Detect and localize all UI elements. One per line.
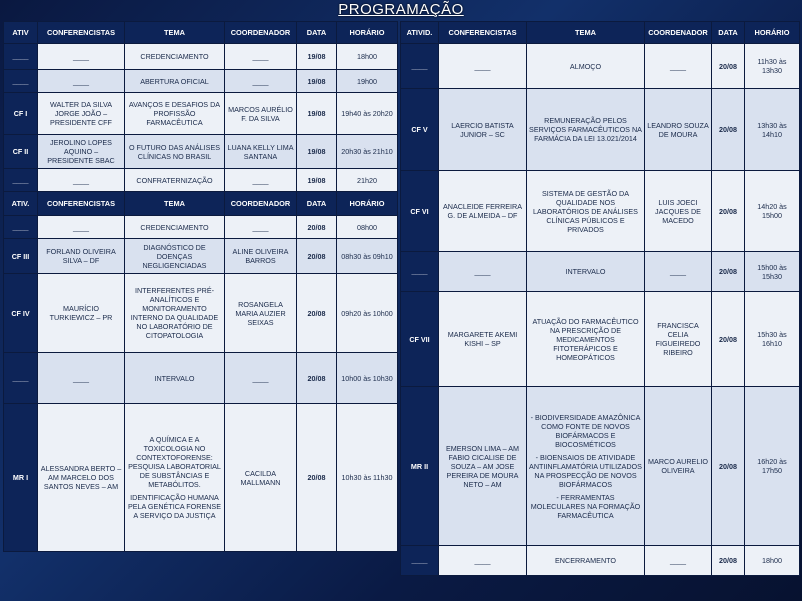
header-speakers-cell: CONFERENCISTAS — [439, 22, 527, 44]
coordinator-cell: ____ — [225, 353, 297, 404]
activity-cell: MR II — [401, 387, 439, 546]
theme-cell: INTERVALO — [125, 353, 225, 404]
date-cell: 20/08 — [297, 274, 337, 353]
time-cell: 14h20 às 15h00 — [745, 171, 800, 252]
time-cell: 20h30 às 21h10 — [337, 135, 398, 169]
header-time-cell: HORÁRIO — [337, 192, 398, 216]
header-theme-cell: TEMA — [527, 22, 645, 44]
theme-cell — [527, 387, 645, 546]
time-cell: 08h00 — [337, 216, 398, 239]
table-row — [4, 239, 398, 274]
header-date-cell: DATA — [712, 22, 745, 44]
activity-cell: ____ — [4, 169, 38, 192]
time-cell: 19h40 às 20h20 — [337, 93, 398, 135]
speakers-cell: ____ — [38, 44, 125, 70]
theme-line: - BIOENSAIOS DE ATIVIDADE ANTIINFLAMATÓRIA UTILIZADOS NA PROSPECÇÃO DE NOVOS BIOFÁRMACOS — [529, 452, 642, 489]
header-coordinator-cell: COORDENADOR — [225, 192, 297, 216]
date-cell: 19/08 — [297, 70, 337, 93]
speakers-cell: MARGARETE AKEMI KISHI – SP — [439, 292, 527, 387]
theme-cell: O FUTURO DAS ANÁLISES CLÍNICAS NO BRASIL — [125, 135, 225, 169]
header-time-cell: HORÁRIO — [337, 22, 398, 44]
coordinator-cell: FRANCISCA CELIA FIGUEIREDO RIBEIRO — [645, 292, 712, 387]
speakers-cell: WALTER DA SILVA JORGE JOÃO – PRESIDENTE CFF — [38, 93, 125, 135]
header-date-cell: DATA — [297, 22, 337, 44]
speakers-cell: ANACLEIDE FERREIRA G. DE ALMEIDA – DF — [439, 171, 527, 252]
schedule-table-left — [3, 21, 398, 552]
date-cell: 20/08 — [712, 292, 745, 387]
theme-cell: ENCERRAMENTO — [527, 546, 645, 576]
speakers-cell: ____ — [38, 169, 125, 192]
theme-cell: CREDENCIAMENTO — [125, 216, 225, 239]
table-row — [401, 387, 800, 546]
theme-line: - FERRAMENTAS MOLECULARES NA FORMAÇÃO FARMACÊUTICA — [530, 492, 641, 520]
speakers-cell: EMERSON LIMA – AM FABIO CICALISE DE SOUZA – AM JOSE PEREIRA DE MOURA NETO – AM — [439, 387, 527, 546]
theme-cell: CREDENCIAMENTO — [125, 44, 225, 70]
theme-cell: CONFRATERNIZAÇÃO — [125, 169, 225, 192]
theme-cell: DIAGNÓSTICO DE DOENÇAS NEGLIGENCIADAS — [125, 239, 225, 274]
activity-cell: ____ — [4, 216, 38, 239]
table-row — [401, 252, 800, 292]
time-cell: 15h30 às 16h10 — [745, 292, 800, 387]
table-row — [401, 546, 800, 576]
activity-cell: CF I — [4, 93, 38, 135]
time-cell: 10h30 às 11h30 — [337, 404, 398, 552]
speakers-cell: ____ — [38, 216, 125, 239]
coordinator-cell: ROSANGELA MARIA AUZIER SEIXAS — [225, 274, 297, 353]
time-cell: 21h20 — [337, 169, 398, 192]
activity-cell: CF V — [401, 89, 439, 171]
coordinator-cell: ____ — [645, 44, 712, 89]
coordinator-cell: LUANA KELLY LIMA SANTANA — [225, 135, 297, 169]
date-cell: 19/08 — [297, 44, 337, 70]
header-activity-cell: ATIV — [4, 22, 38, 44]
speakers-cell: ____ — [439, 252, 527, 292]
coordinator-cell: ALINE OLIVEIRA BARROS — [225, 239, 297, 274]
time-cell: 09h20 às 10h00 — [337, 274, 398, 353]
activity-cell: ____ — [401, 546, 439, 576]
table-row — [4, 44, 398, 70]
coordinator-cell: ____ — [645, 252, 712, 292]
theme-line: A QUÍMICA E A TOXICOLOGIA NO CONTEXTOFORENSE: PESQUISA LABORATORIAL DE SUBSTÂNCIAS E METABÓLITOS. — [128, 435, 221, 489]
date-cell: 20/08 — [712, 171, 745, 252]
time-cell: 19h00 — [337, 70, 398, 93]
table-row — [401, 292, 800, 387]
table-row — [4, 93, 398, 135]
table-row — [4, 353, 398, 404]
date-cell: 20/08 — [712, 546, 745, 576]
table-row — [401, 171, 800, 252]
theme-cell: AVANÇOS E DESAFIOS DA PROFISSÃO FARMACÊUTICA — [125, 93, 225, 135]
header-speakers-cell: CONFERENCISTAS — [38, 192, 125, 216]
header-coordinator-cell: COORDENADOR — [645, 22, 712, 44]
theme-cell: REMUNERAÇÃO PELOS SERVIÇOS FARMACÊUTICOS NA FARMÁCIA DA LEI 13.021/2014 — [527, 89, 645, 171]
table-header-row — [4, 192, 398, 216]
speakers-cell: JEROLINO LOPES AQUINO – PRESIDENTE SBAC — [38, 135, 125, 169]
activity-cell: ____ — [4, 70, 38, 93]
coordinator-cell: CACILDA MALLMANN — [225, 404, 297, 552]
speakers-cell: ALESSANDRA BERTO – AM MARCELO DOS SANTOS NEVES – AM — [38, 404, 125, 552]
theme-cell: ABERTURA OFICIAL — [125, 70, 225, 93]
activity-cell: ____ — [401, 252, 439, 292]
theme-cell: ATUAÇÃO DO FARMACÊUTICO NA PRESCRIÇÃO DE MEDICAMENTOS FITOTERÁPICOS E HOMEOPÁTICOS — [527, 292, 645, 387]
page-title: PROGRAMAÇÃO — [338, 1, 464, 18]
table-row — [401, 44, 800, 89]
table-row — [4, 169, 398, 192]
time-cell: 08h30 às 09h10 — [337, 239, 398, 274]
header-speakers-cell: CONFERENCISTAS — [38, 22, 125, 44]
time-cell: 16h20 às 17h50 — [745, 387, 800, 546]
header-date-cell: DATA — [297, 192, 337, 216]
activity-cell: ____ — [401, 44, 439, 89]
time-cell: 18h00 — [745, 546, 800, 576]
activity-cell: ____ — [4, 44, 38, 70]
activity-cell: CF III — [4, 239, 38, 274]
time-cell: 18h00 — [337, 44, 398, 70]
speakers-cell: ____ — [38, 353, 125, 404]
header-coordinator-cell: COORDENADOR — [225, 22, 297, 44]
date-cell: 20/08 — [297, 404, 337, 552]
date-cell: 20/08 — [297, 216, 337, 239]
theme-cell: INTERFERENTES PRÉ-ANALÍTICOS E MONITORAMENTO INTERNO DA QUALIDADE NO LABORATÓRIO DE CITOPATOLOGIA — [125, 274, 225, 353]
date-cell: 19/08 — [297, 135, 337, 169]
coordinator-cell: MARCOS AURÉLIO F. DA SILVA — [225, 93, 297, 135]
time-cell: 10h00 às 10h30 — [337, 353, 398, 404]
activity-cell: ____ — [4, 353, 38, 404]
header-theme-cell: TEMA — [125, 22, 225, 44]
date-cell: 20/08 — [712, 89, 745, 171]
activity-cell: CF II — [4, 135, 38, 169]
time-cell: 15h00 às 15h30 — [745, 252, 800, 292]
schedule-table-right — [400, 21, 800, 576]
date-cell: 19/08 — [297, 169, 337, 192]
speakers-cell: ____ — [439, 546, 527, 576]
speakers-cell: FORLAND OLIVEIRA SILVA – DF — [38, 239, 125, 274]
table-row — [4, 404, 398, 552]
coordinator-cell: LEANDRO SOUZA DE MOURA — [645, 89, 712, 171]
coordinator-cell: ____ — [225, 216, 297, 239]
speakers-cell: ____ — [439, 44, 527, 89]
activity-cell: CF VI — [401, 171, 439, 252]
speakers-cell: LAERCIO BATISTA JUNIOR – SC — [439, 89, 527, 171]
header-theme-cell: TEMA — [125, 192, 225, 216]
header-activity-cell: ATIVID. — [401, 22, 439, 44]
date-cell: 19/08 — [297, 93, 337, 135]
table-header-row — [401, 22, 800, 44]
coordinator-cell: ____ — [225, 169, 297, 192]
coordinator-cell: ____ — [645, 546, 712, 576]
theme-cell: ALMOÇO — [527, 44, 645, 89]
table-header-row — [4, 22, 398, 44]
theme-line: IDENTIFICAÇÃO HUMANA PELA GENÉTICA FORENSE A SERVIÇO DA JUSTIÇA — [127, 493, 222, 520]
time-cell: 11h30 às 13h30 — [745, 44, 800, 89]
activity-cell: CF VII — [401, 292, 439, 387]
activity-cell: CF IV — [4, 274, 38, 353]
date-cell: 20/08 — [712, 387, 745, 546]
header-activity-cell: ATIV. — [4, 192, 38, 216]
date-cell: 20/08 — [712, 44, 745, 89]
date-cell: 20/08 — [297, 239, 337, 274]
theme-line: - BIODIVERSIDADE AMAZÔNICA COMO FONTE DE NOVOS BIOFÁRMACOS E BIOCOSMÉTICOS — [530, 412, 641, 449]
table-row — [4, 70, 398, 93]
coordinator-cell: ____ — [225, 44, 297, 70]
date-cell: 20/08 — [297, 353, 337, 404]
date-cell: 20/08 — [712, 252, 745, 292]
time-cell: 13h30 às 14h10 — [745, 89, 800, 171]
theme-cell — [125, 404, 225, 552]
activity-cell: MR I — [4, 404, 38, 552]
table-row — [4, 135, 398, 169]
coordinator-cell: ____ — [225, 70, 297, 93]
theme-cell: SISTEMA DE GESTÃO DA QUALIDADE NOS LABORATÓRIOS DE ANÁLISES CLÍNICAS PÚBLICOS E PRIVADOS — [527, 171, 645, 252]
table-row — [4, 216, 398, 239]
speakers-cell: MAURÍCIO TURKIEWICZ – PR — [38, 274, 125, 353]
coordinator-cell: LUIS JOECI JACQUES DE MACEDO — [645, 171, 712, 252]
header-time-cell: HORÁRIO — [745, 22, 800, 44]
table-row — [4, 274, 398, 353]
theme-cell: INTERVALO — [527, 252, 645, 292]
speakers-cell: ____ — [38, 70, 125, 93]
table-row — [401, 89, 800, 171]
coordinator-cell: MARCO AURELIO OLIVEIRA — [645, 387, 712, 546]
